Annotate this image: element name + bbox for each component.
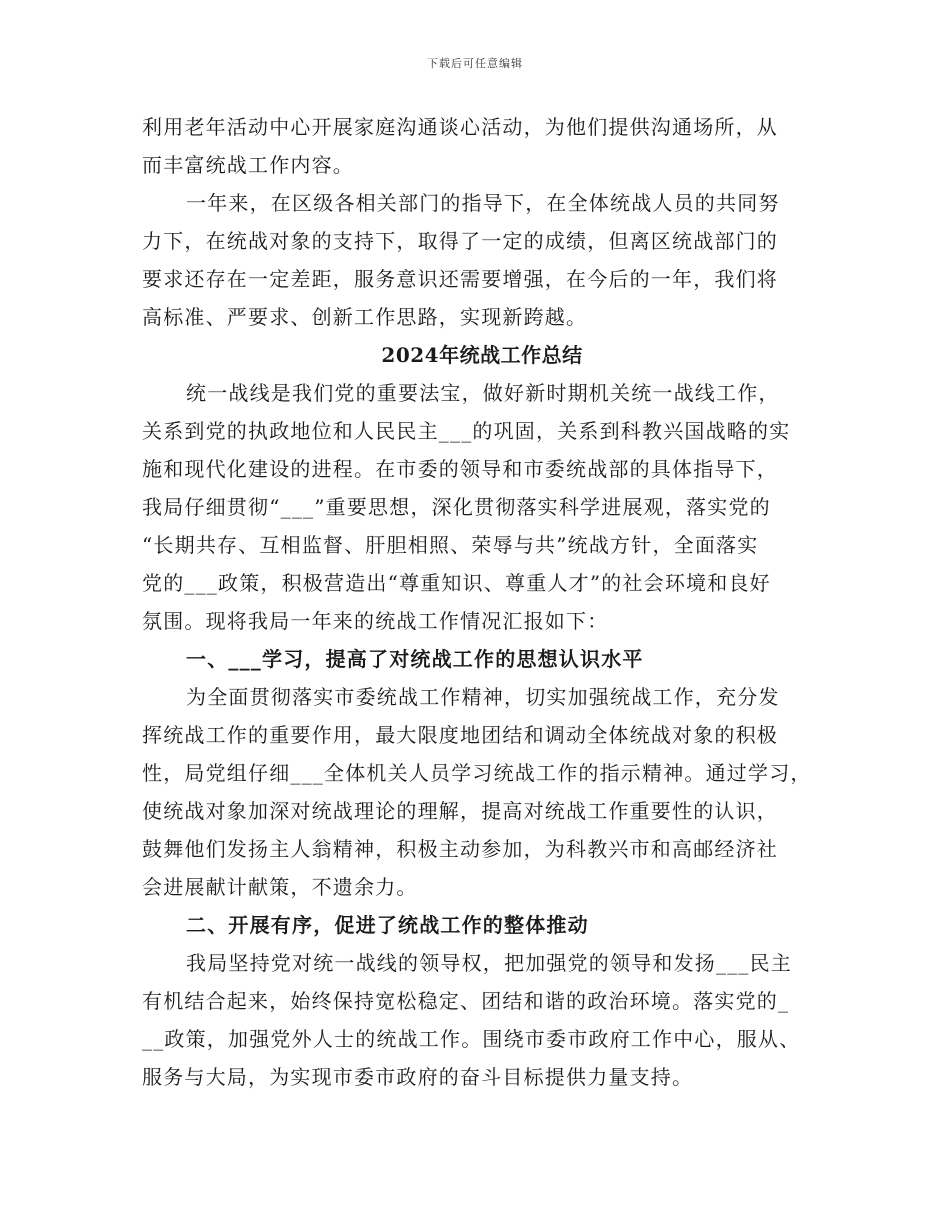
document-title: 2024年统战工作总结 [381,343,583,367]
paragraph-line: 性，局党组仔细___全体机关人员学习统战工作的指示精神。通过学习， [142,761,812,785]
page-header-note: 下载后可任意编辑 [427,57,523,70]
paragraph-line: 要求还存在一定差距，服务意识还需要增强，在今后的一年，我们将 [142,267,778,291]
paragraph-line: 统一战线是我们党的重要法宝，做好新时期机关统一战线工作， [186,381,780,405]
section-heading-1: 一、___学习，提高了对统战工作的思想认识水平 [186,647,644,671]
section-heading-2: 二、开展有序，促进了统战工作的整体推动 [186,913,589,937]
paragraph-line: 党的___政策，积极营造出“尊重知识、尊重人才”的社会环境和良好 [142,571,771,595]
paragraph-line: 鼓舞他们发扬主人翁精神，积极主动参加，为科教兴市和高邮经济社 [142,837,778,861]
paragraph-line: 施和现代化建设的进程。在市委的领导和市委统战部的具体指导下， [142,457,778,481]
paragraph-line: __政策，加强党外人士的统战工作。围绕市委市政府工作中心，服从、 [142,1027,801,1051]
paragraph-line: 为全面贯彻落实市委统战工作精神，切实加强统战工作，充分发 [186,685,780,709]
paragraph-line: 高标准、严要求、创新工作思路，实现新跨越。 [142,305,588,329]
paragraph-line: 利用老年活动中心开展家庭沟通谈心活动，为他们提供沟通场所，从 [142,115,778,139]
document-body [142,108,822,1096]
paragraph-line: 服务与大局，为实现市委市政府的奋斗目标提供力量支持。 [142,1065,694,1089]
paragraph-line: 我局仔细贯彻“___”重要思想，深化贯彻落实科学进展观，落实党的 [142,495,771,519]
paragraph-line: 会进展献计献策，不遗余力。 [142,875,418,899]
paragraph-line: 关系到党的执政地位和人民民主___的巩固，关系到科教兴国战略的实 [142,419,791,443]
paragraph-line: 力下，在统战对象的支持下，取得了一定的成绩，但离区统战部门的 [142,229,778,253]
paragraph-line: “长期共存、互相监督、肝胆相照、荣辱与共”统战方针，全面落实 [142,533,759,557]
paragraph-line: 有机结合起来，始终保持宽松稳定、团结和谐的政治环境。落实党的_ [142,989,790,1013]
paragraph-line: 氛围。现将我局一年来的统战工作情况汇报如下： [142,609,609,633]
paragraph-line: 使统战对象加深对统战理论的理解，提高对统战工作重要性的认识， [142,799,778,823]
paragraph-line: 一年来，在区级各相关部门的指导下，在全体统战人员的共同努 [186,191,780,215]
paragraph-line: 挥统战工作的重要作用，最大限度地团结和调动全体统战对象的积极 [142,723,778,747]
paragraph-line: 而丰富统战工作内容。 [142,153,354,177]
paragraph-line: 我局坚持党对统一战线的领导权，把加强党的领导和发扬___民主 [186,951,792,975]
